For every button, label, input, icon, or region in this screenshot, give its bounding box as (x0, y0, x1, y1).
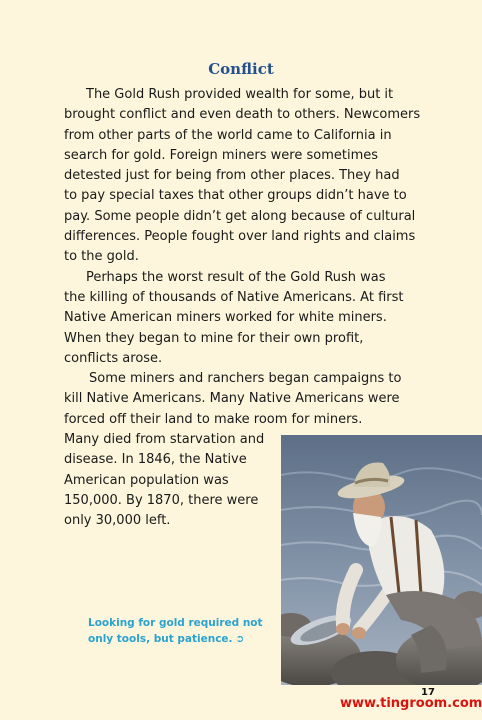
paragraph-3 (64, 369, 424, 430)
section-heading: Conflict (208, 60, 274, 78)
text-line: disease. In 1846, the Native (64, 452, 247, 468)
text-line: to pay special taxes that other groups didn’t have to (64, 188, 407, 204)
text-line: American population was (64, 472, 229, 488)
text-line: When they began to mine for their own profit, (64, 330, 364, 346)
text-line: Native American miners worked for white miners. (64, 310, 387, 326)
text-line: differences. People fought over land rights and claims (64, 229, 416, 245)
gold-panning-photo (281, 435, 482, 685)
text-line: conflicts arose. (64, 350, 163, 366)
text-line: detested just for being from other places. They had (64, 168, 400, 184)
text-line: kill Native Americans. Many Native Americans were (64, 391, 400, 407)
text-line: the killing of thousands of Native Americans. At first (64, 289, 404, 305)
caption-line: only tools, but patience. (88, 633, 233, 645)
text-line: 150,000. By 1870, there were (64, 492, 259, 508)
text-line: forced off their land to make room for miners. (64, 411, 363, 427)
text-line: from other parts of the world came to California in (64, 127, 392, 143)
body-text (64, 85, 424, 430)
caption-line: Looking for gold required not (88, 617, 263, 629)
text-line: The Gold Rush provided wealth for some, but it (86, 87, 394, 102)
text-line: search for gold. Foreign miners were sometimes (64, 147, 379, 163)
text-line: brought conflict and even death to others. Newcomers (64, 107, 421, 123)
paragraph-1 (64, 85, 424, 268)
paragraph-2 (64, 268, 424, 369)
text-line: Many died from starvation and (64, 432, 265, 447)
wrapped-paragraph (64, 430, 279, 531)
watermark-text: www.tingroom.com (340, 696, 482, 711)
arrow-icon: ➲ (235, 633, 245, 645)
page-number: 17 (421, 687, 435, 698)
text-line: pay. Some people didn’t get along because of cultural (64, 208, 416, 224)
photo-caption (88, 615, 273, 647)
text-line: to the gold. (64, 249, 139, 265)
text-line: Some miners and ranchers began campaigns to (89, 371, 402, 387)
text-line: only 30,000 left. (64, 513, 171, 529)
text-line: Perhaps the worst result of the Gold Rush was (86, 269, 386, 285)
